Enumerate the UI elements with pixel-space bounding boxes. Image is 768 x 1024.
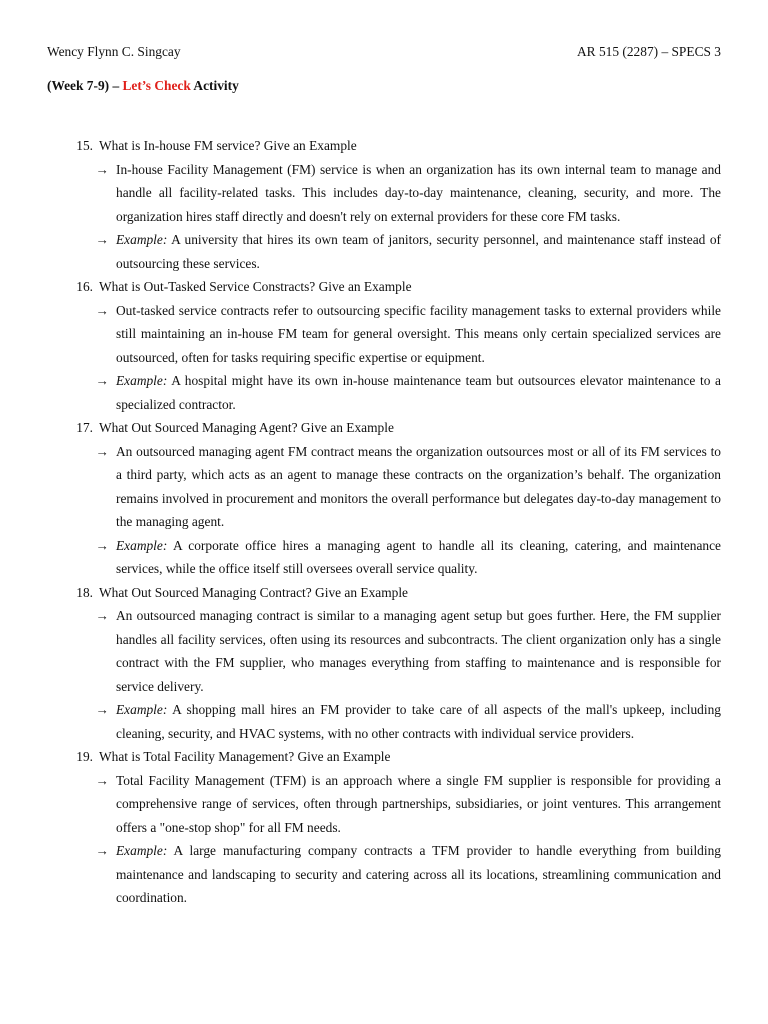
activity-title-suffix: Activity: [190, 78, 239, 93]
example-item: [47, 839, 721, 910]
question-item: [47, 745, 721, 910]
answer-item: [47, 440, 721, 534]
question-text: What Out Sourced Managing Contract? Give an Example: [99, 584, 409, 600]
activity-title-highlight: Let’s Check: [122, 78, 191, 93]
arrow-icon: →: [95, 302, 109, 318]
example-text: [116, 228, 721, 275]
question-number: 17.: [76, 420, 93, 435]
example-item: [47, 534, 721, 581]
author-name: Wency Flynn C. Singcay: [47, 44, 181, 59]
question-list: [47, 134, 721, 910]
example-text: [116, 698, 721, 745]
question-text: What is Total Facility Management? Give an Example: [99, 749, 391, 764]
question-text: What Out Sourced Managing Agent? Give an Example: [99, 420, 394, 435]
arrow-icon: →: [95, 843, 109, 858]
arrow-icon: →: [95, 537, 109, 553]
activity-title-prefix: (Week 7-9) –: [47, 78, 123, 93]
question-number: 16.: [76, 279, 93, 294]
example-item: [47, 369, 721, 416]
answer-text: Total Facility Management (TFM) is an approach where a single FM supplier is responsible for providing a comprehensive range of services, often through partnerships, subsidiaries, or joint ventures. This arrangement offers a "one-stop shop" for all FM needs.: [116, 772, 721, 835]
answer-item: [47, 769, 721, 840]
arrow-icon: →: [95, 702, 109, 717]
example-body: A university that hires its own team of janitors, security personnel, and maintenance staff instead of outsourcing these services.: [116, 232, 721, 271]
example-body: A corporate office hires a managing agent to handle all its cleaning, catering, and maintenance services, while the office itself still oversees overall service quality.: [116, 537, 721, 576]
example-label: Example:: [116, 537, 168, 553]
example-item: [47, 698, 721, 745]
question-item: [47, 416, 721, 581]
example-label: Example:: [116, 373, 168, 388]
example-item: [47, 228, 721, 275]
activity-title: [47, 78, 239, 94]
question-number: 15.: [76, 138, 93, 153]
question-number: 19.: [76, 749, 93, 764]
question-number: 18.: [76, 584, 93, 600]
arrow-icon: →: [95, 232, 109, 247]
answer-text: Out-tasked service contracts refer to outsourcing specific facility management tasks to external providers while still maintaining an in-house FM team for general oversight. This means only certain specialized services are outsourced, often for tasks requiring specific expertise or equipment.: [116, 302, 721, 365]
arrow-icon: →: [95, 608, 109, 623]
question-item: [47, 134, 721, 275]
example-label: Example:: [116, 702, 168, 717]
example-body: A hospital might have its own in-house maintenance team but outsources elevator maintenance to a specialized contractor.: [116, 373, 721, 412]
question-text: What is In-house FM service? Give an Example: [99, 138, 357, 153]
arrow-icon: →: [95, 373, 109, 388]
example-text: [116, 369, 721, 416]
example-label: Example:: [116, 843, 168, 858]
example-text: [116, 534, 721, 581]
example-text: [116, 839, 721, 910]
answer-text: In-house Facility Management (FM) service is when an organization has its own internal team to manage and handle all facility-related tasks. This includes day-to-day maintenance, cleaning, security, and more. The organization hires staff directly and doesn't rely on external providers for these core FM tasks.: [116, 161, 721, 224]
question-item: [47, 275, 721, 416]
arrow-icon: →: [95, 161, 109, 177]
course-code: AR 515 (2287) – SPECS 3: [577, 44, 721, 59]
question-text: What is Out-Tasked Service Constracts? Give an Example: [99, 279, 412, 294]
answer-text: An outsourced managing contract is similar to a managing agent setup but goes further. Here, the FM supplier handles all facility services, often using its resources and subcontracts. The client organization only has a single contract with the FM supplier, who manages everything from staffing to maintenance and is responsible for service delivery.: [116, 608, 721, 694]
answer-item: [47, 604, 721, 698]
arrow-icon: →: [95, 772, 109, 788]
answer-text: An outsourced managing agent FM contract means the organization outsources most or all of its FM services to a third party, which acts as an agent to manage these contracts on the organization’s behalf. The organization remains involved in procurement and monitors the overall performance but delegates day-to-day management to the managing agent.: [116, 443, 721, 529]
answer-item: [47, 158, 721, 229]
question-item: [47, 581, 721, 746]
arrow-icon: →: [95, 443, 109, 459]
example-body: A shopping mall hires an FM provider to take care of all aspects of the mall's upkeep, including cleaning, security, and HVAC systems, with no other contracts with individual service providers.: [116, 702, 721, 741]
example-label: Example:: [116, 232, 168, 247]
answer-item: [47, 299, 721, 370]
example-body: A large manufacturing company contracts a TFM provider to handle everything from building maintenance and landscaping to security and catering across all its locations, streamlining communication and coordination.: [116, 843, 721, 905]
